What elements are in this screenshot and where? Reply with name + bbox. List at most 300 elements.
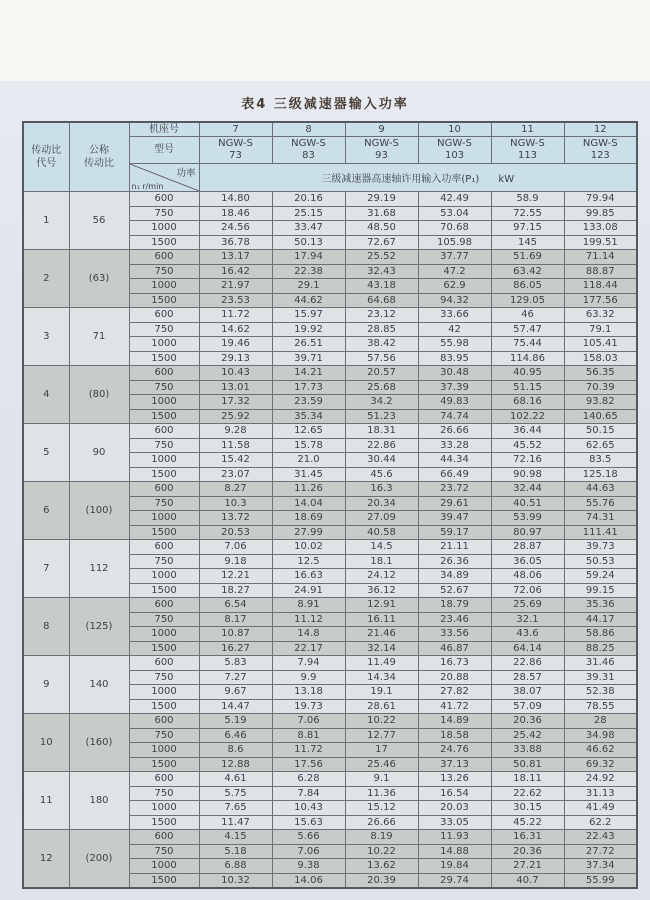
power-value-cell: 33.05 [418, 815, 491, 830]
power-value-cell: 177.56 [564, 293, 637, 308]
power-value-cell: 39.71 [272, 351, 345, 366]
nominal-ratio-cell: 71 [69, 308, 129, 366]
power-value-cell: 11.12 [272, 612, 345, 627]
power-value-cell: 20.53 [199, 525, 272, 540]
data-row [23, 308, 637, 323]
power-value-cell: 36.78 [199, 235, 272, 250]
power-value-cell: 8.27 [199, 482, 272, 497]
power-value-cell: 133.08 [564, 221, 637, 236]
power-value-cell: 105.98 [418, 235, 491, 250]
power-value-cell: 14.88 [418, 844, 491, 859]
power-value-cell: 10.43 [272, 801, 345, 816]
power-value-cell: 51.15 [491, 380, 564, 395]
power-value-cell: 50.13 [272, 235, 345, 250]
power-value-cell: 14.62 [199, 322, 272, 337]
power-value-cell: 33.88 [491, 743, 564, 758]
power-value-cell: 21.46 [345, 627, 418, 642]
model-cell [345, 137, 418, 164]
power-value-cell: 15.12 [345, 801, 418, 816]
power-value-cell: 29.74 [418, 873, 491, 888]
power-value-cell: 5.19 [199, 714, 272, 729]
power-value-cell: 50.81 [491, 757, 564, 772]
speed-cell: 600 [129, 540, 199, 555]
power-value-cell: 12.5 [272, 554, 345, 569]
power-value-cell: 99.15 [564, 583, 637, 598]
power-value-cell: 27.72 [564, 844, 637, 859]
power-value-cell: 39.73 [564, 540, 637, 555]
data-row [23, 424, 637, 439]
power-value-cell: 72.06 [491, 583, 564, 598]
subtitle-text: 三级减速器高速轴许用输入功率(P₁) [321, 174, 480, 185]
power-value-cell: 28 [564, 714, 637, 729]
model-number: 83 [302, 150, 315, 161]
power-value-cell: 36.44 [491, 424, 564, 439]
power-value-cell: 69.32 [564, 757, 637, 772]
power-value-cell: 22.17 [272, 641, 345, 656]
power-value-cell: 45.22 [491, 815, 564, 830]
speed-cell: 600 [129, 772, 199, 787]
power-value-cell: 55.98 [418, 337, 491, 352]
power-value-cell: 33.56 [418, 627, 491, 642]
nominal-ratio-cell: (80) [69, 366, 129, 424]
data-row [23, 714, 637, 729]
ratio-code-cell: 6 [23, 482, 69, 540]
power-value-cell: 30.48 [418, 366, 491, 381]
power-value-cell: 145 [491, 235, 564, 250]
power-value-cell: 78.55 [564, 699, 637, 714]
power-value-cell: 71.14 [564, 250, 637, 265]
data-row [23, 830, 637, 845]
nominal-ratio-cell: (200) [69, 830, 129, 889]
power-value-cell: 16.11 [345, 612, 418, 627]
power-value-cell: 70.68 [418, 221, 491, 236]
speed-cell: 1500 [129, 641, 199, 656]
power-value-cell: 80.97 [491, 525, 564, 540]
speed-cell: 750 [129, 728, 199, 743]
power-value-cell: 24.92 [564, 772, 637, 787]
power-value-cell: 16.54 [418, 786, 491, 801]
power-value-cell: 50.15 [564, 424, 637, 439]
power-value-cell: 9.28 [199, 424, 272, 439]
power-value-cell: 18.69 [272, 511, 345, 526]
model-number: 93 [375, 150, 388, 161]
power-value-cell: 11.49 [345, 656, 418, 671]
power-value-cell: 18.1 [345, 554, 418, 569]
page-title: 表4 三级减速器输入功率 [241, 97, 409, 112]
speed-cell: 1000 [129, 279, 199, 294]
power-value-cell: 41.72 [418, 699, 491, 714]
power-value-cell: 13.01 [199, 380, 272, 395]
power-value-cell: 32.43 [345, 264, 418, 279]
power-value-cell: 18.46 [199, 206, 272, 221]
power-value-cell: 99.85 [564, 206, 637, 221]
power-value-cell: 20.34 [345, 496, 418, 511]
power-value-cell: 35.34 [272, 409, 345, 424]
power-value-cell: 15.63 [272, 815, 345, 830]
power-value-cell: 90.98 [491, 467, 564, 482]
speed-cell: 1000 [129, 569, 199, 584]
frame-number: 12 [564, 122, 637, 137]
power-value-cell: 12.21 [199, 569, 272, 584]
power-value-cell: 12.65 [272, 424, 345, 439]
power-value-cell: 125.18 [564, 467, 637, 482]
model-name: NGW-S [510, 138, 545, 149]
speed-cell: 750 [129, 206, 199, 221]
power-value-cell: 18.79 [418, 598, 491, 613]
power-value-cell: 74.74 [418, 409, 491, 424]
model-cell [418, 137, 491, 164]
speed-cell: 600 [129, 482, 199, 497]
speed-cell: 1500 [129, 525, 199, 540]
power-value-cell: 13.62 [345, 859, 418, 874]
frame-number: 8 [272, 122, 345, 137]
power-value-cell: 31.45 [272, 467, 345, 482]
speed-cell: 600 [129, 308, 199, 323]
power-value-cell: 43.6 [491, 627, 564, 642]
speed-cell: 750 [129, 786, 199, 801]
power-value-cell: 32.14 [345, 641, 418, 656]
power-value-cell: 31.13 [564, 786, 637, 801]
speed-cell: 600 [129, 366, 199, 381]
power-value-cell: 12.91 [345, 598, 418, 613]
power-value-cell: 6.46 [199, 728, 272, 743]
power-value-cell: 23.53 [199, 293, 272, 308]
power-value-cell: 14.06 [272, 873, 345, 888]
power-value-cell: 37.39 [418, 380, 491, 395]
nominal-ratio-cell: 140 [69, 656, 129, 714]
ratio-code-cell: 11 [23, 772, 69, 830]
nominal-ratio-cell: (100) [69, 482, 129, 540]
speed-cell: 750 [129, 380, 199, 395]
power-value-cell: 14.47 [199, 699, 272, 714]
power-value-cell: 33.28 [418, 438, 491, 453]
power-value-cell: 41.49 [564, 801, 637, 816]
power-value-cell: 105.41 [564, 337, 637, 352]
power-value-cell: 44.17 [564, 612, 637, 627]
nominal-ratio-cell: 56 [69, 192, 129, 250]
power-value-cell: 102.22 [491, 409, 564, 424]
power-value-cell: 28.87 [491, 540, 564, 555]
power-value-cell: 16.63 [272, 569, 345, 584]
power-value-cell: 16.27 [199, 641, 272, 656]
power-value-cell: 55.99 [564, 873, 637, 888]
reducer-input-power-table [22, 121, 638, 889]
power-value-cell: 20.36 [491, 714, 564, 729]
power-value-cell: 62.2 [564, 815, 637, 830]
nominal-ratio-cell: 180 [69, 772, 129, 830]
power-value-cell: 11.47 [199, 815, 272, 830]
power-value-cell: 40.7 [491, 873, 564, 888]
power-value-cell: 11.58 [199, 438, 272, 453]
power-value-cell: 17.94 [272, 250, 345, 265]
speed-cell: 750 [129, 844, 199, 859]
frame-number-row [23, 122, 637, 137]
speed-cell: 1000 [129, 685, 199, 700]
power-value-cell: 75.44 [491, 337, 564, 352]
power-value-cell: 38.42 [345, 337, 418, 352]
data-row [23, 250, 637, 265]
power-value-cell: 16.73 [418, 656, 491, 671]
power-value-cell: 16.42 [199, 264, 272, 279]
power-value-cell: 68.16 [491, 395, 564, 410]
power-value-cell: 22.43 [564, 830, 637, 845]
model-cell [272, 137, 345, 164]
speed-cell: 600 [129, 250, 199, 265]
power-value-cell: 14.80 [199, 192, 272, 207]
power-value-cell: 19.1 [345, 685, 418, 700]
power-value-cell: 13.26 [418, 772, 491, 787]
power-value-cell: 48.50 [345, 221, 418, 236]
data-row [23, 192, 637, 207]
data-row [23, 366, 637, 381]
speed-cell: 1500 [129, 873, 199, 888]
power-value-cell: 9.67 [199, 685, 272, 700]
power-value-cell: 30.15 [491, 801, 564, 816]
power-value-cell: 25.68 [345, 380, 418, 395]
power-value-cell: 27.82 [418, 685, 491, 700]
ratio-code-cell: 8 [23, 598, 69, 656]
power-value-cell: 8.91 [272, 598, 345, 613]
model-number: 113 [517, 150, 538, 161]
power-value-cell: 53.04 [418, 206, 491, 221]
power-value-cell: 14.8 [272, 627, 345, 642]
power-value-cell: 7.94 [272, 656, 345, 671]
speed-cell: 750 [129, 554, 199, 569]
speed-cell: 1500 [129, 235, 199, 250]
power-value-cell: 44.62 [272, 293, 345, 308]
power-value-cell: 49.83 [418, 395, 491, 410]
speed-cell: 1500 [129, 583, 199, 598]
power-value-cell: 14.04 [272, 496, 345, 511]
power-value-cell: 17.56 [272, 757, 345, 772]
power-value-cell: 32.1 [491, 612, 564, 627]
power-value-cell: 86.05 [491, 279, 564, 294]
speed-cell: 1000 [129, 453, 199, 468]
power-value-cell: 15.78 [272, 438, 345, 453]
power-value-cell: 88.25 [564, 641, 637, 656]
power-value-cell: 42 [418, 322, 491, 337]
power-value-cell: 9.9 [272, 670, 345, 685]
power-value-cell: 10.22 [345, 844, 418, 859]
frame-number: 10 [418, 122, 491, 137]
power-value-cell: 37.34 [564, 859, 637, 874]
model-name: NGW-S [437, 138, 472, 149]
power-value-cell: 35.36 [564, 598, 637, 613]
power-value-cell: 24.76 [418, 743, 491, 758]
power-value-cell: 10.32 [199, 873, 272, 888]
model-cell [564, 137, 637, 164]
ratio-code-cell: 3 [23, 308, 69, 366]
nominal-ratio-cell: (125) [69, 598, 129, 656]
power-value-cell: 34.98 [564, 728, 637, 743]
speed-cell: 1000 [129, 221, 199, 236]
power-value-cell: 55.76 [564, 496, 637, 511]
power-value-cell: 18.31 [345, 424, 418, 439]
nominal-ratio-header [69, 122, 129, 192]
power-value-cell: 8.17 [199, 612, 272, 627]
model-cell [491, 137, 564, 164]
power-value-cell: 48.06 [491, 569, 564, 584]
power-value-cell: 88.87 [564, 264, 637, 279]
power-value-cell: 129.05 [491, 293, 564, 308]
power-value-cell: 46.62 [564, 743, 637, 758]
power-value-cell: 47.2 [418, 264, 491, 279]
power-value-cell: 7.65 [199, 801, 272, 816]
power-value-cell: 12.77 [345, 728, 418, 743]
power-value-cell: 17.32 [199, 395, 272, 410]
power-value-cell: 26.66 [418, 424, 491, 439]
power-value-cell: 72.67 [345, 235, 418, 250]
power-value-cell: 5.18 [199, 844, 272, 859]
power-value-cell: 22.86 [345, 438, 418, 453]
power-value-cell: 5.66 [272, 830, 345, 845]
speed-cell: 1500 [129, 409, 199, 424]
power-value-cell: 34.89 [418, 569, 491, 584]
data-row [23, 772, 637, 787]
power-value-cell: 158.03 [564, 351, 637, 366]
power-value-cell: 45.6 [345, 467, 418, 482]
power-value-cell: 24.12 [345, 569, 418, 584]
power-value-cell: 10.87 [199, 627, 272, 642]
model-number: 103 [444, 150, 465, 161]
speed-cell: 1500 [129, 293, 199, 308]
model-number: 73 [229, 150, 242, 161]
power-value-cell: 23.07 [199, 467, 272, 482]
speed-cell: 600 [129, 830, 199, 845]
power-value-cell: 28.85 [345, 322, 418, 337]
power-value-cell: 33.66 [418, 308, 491, 323]
power-value-cell: 31.68 [345, 206, 418, 221]
power-value-cell: 79.1 [564, 322, 637, 337]
power-value-cell: 43.18 [345, 279, 418, 294]
power-value-cell: 18.58 [418, 728, 491, 743]
data-row [23, 656, 637, 671]
power-value-cell: 12.88 [199, 757, 272, 772]
power-value-cell: 10.3 [199, 496, 272, 511]
power-value-cell: 16.3 [345, 482, 418, 497]
speed-cell: 1500 [129, 815, 199, 830]
power-value-cell: 59.24 [564, 569, 637, 584]
power-value-cell: 94.32 [418, 293, 491, 308]
power-value-cell: 32.44 [491, 482, 564, 497]
model-name: NGW-S [291, 138, 326, 149]
power-value-cell: 18.27 [199, 583, 272, 598]
power-value-cell: 19.84 [418, 859, 491, 874]
power-value-cell: 57.47 [491, 322, 564, 337]
power-value-cell: 37.13 [418, 757, 491, 772]
power-value-cell: 14.89 [418, 714, 491, 729]
unit-label: kW [498, 174, 515, 185]
power-value-cell: 23.46 [418, 612, 491, 627]
power-value-cell: 40.95 [491, 366, 564, 381]
speed-cell: 750 [129, 612, 199, 627]
power-value-cell: 21.97 [199, 279, 272, 294]
nominal-ratio-cell: 90 [69, 424, 129, 482]
power-value-cell: 44.34 [418, 453, 491, 468]
speed-cell: 1000 [129, 743, 199, 758]
speed-cell: 750 [129, 496, 199, 511]
power-value-cell: 63.42 [491, 264, 564, 279]
power-value-cell: 52.67 [418, 583, 491, 598]
data-row [23, 482, 637, 497]
power-value-cell: 38.07 [491, 685, 564, 700]
power-value-cell: 11.72 [199, 308, 272, 323]
ratio-code-header-line1: 传动比 [31, 145, 62, 156]
power-value-cell: 39.47 [418, 511, 491, 526]
power-value-cell: 34.2 [345, 395, 418, 410]
table-header [23, 122, 637, 192]
power-value-cell: 51.69 [491, 250, 564, 265]
power-value-cell: 28.61 [345, 699, 418, 714]
power-value-cell: 57.09 [491, 699, 564, 714]
power-value-cell: 111.41 [564, 525, 637, 540]
power-value-cell: 13.72 [199, 511, 272, 526]
power-value-cell: 8.81 [272, 728, 345, 743]
power-value-cell: 25.42 [491, 728, 564, 743]
ratio-code-cell: 1 [23, 192, 69, 250]
power-value-cell: 7.06 [272, 844, 345, 859]
power-value-cell: 19.92 [272, 322, 345, 337]
model-number: 123 [590, 150, 610, 161]
power-value-cell: 39.31 [564, 670, 637, 685]
power-value-cell: 44.63 [564, 482, 637, 497]
power-value-cell: 57.56 [345, 351, 418, 366]
power-value-cell: 5.83 [199, 656, 272, 671]
power-value-cell: 8.19 [345, 830, 418, 845]
power-value-cell: 22.62 [491, 786, 564, 801]
ratio-code-cell: 4 [23, 366, 69, 424]
power-value-cell: 199.51 [564, 235, 637, 250]
power-value-cell: 22.38 [272, 264, 345, 279]
power-value-cell: 114.86 [491, 351, 564, 366]
power-value-cell: 5.75 [199, 786, 272, 801]
power-value-cell: 28.57 [491, 670, 564, 685]
power-value-cell: 7.27 [199, 670, 272, 685]
power-value-cell: 83.95 [418, 351, 491, 366]
ratio-code-cell: 7 [23, 540, 69, 598]
speed-cell: 1000 [129, 511, 199, 526]
speed-cell: 1000 [129, 395, 199, 410]
power-value-cell: 118.44 [564, 279, 637, 294]
power-value-cell: 62.65 [564, 438, 637, 453]
power-value-cell: 17 [345, 743, 418, 758]
power-value-cell: 4.15 [199, 830, 272, 845]
power-value-cell: 26.51 [272, 337, 345, 352]
power-value-cell: 4.61 [199, 772, 272, 787]
power-value-cell: 62.9 [418, 279, 491, 294]
power-value-cell: 37.77 [418, 250, 491, 265]
model-name: NGW-S [218, 138, 253, 149]
power-value-cell: 9.38 [272, 859, 345, 874]
ratio-code-header [23, 122, 69, 192]
power-value-cell: 40.51 [491, 496, 564, 511]
speed-cell: 1500 [129, 757, 199, 772]
power-value-cell: 79.94 [564, 192, 637, 207]
power-value-cell: 20.88 [418, 670, 491, 685]
speed-cell: 750 [129, 264, 199, 279]
power-value-cell: 11.93 [418, 830, 491, 845]
power-value-cell: 56.35 [564, 366, 637, 381]
speed-cell: 750 [129, 438, 199, 453]
power-value-cell: 14.5 [345, 540, 418, 555]
power-value-cell: 26.66 [345, 815, 418, 830]
ratio-code-header-line2: 代号 [36, 158, 57, 169]
power-value-cell: 31.46 [564, 656, 637, 671]
power-value-cell: 14.21 [272, 366, 345, 381]
ratio-code-cell: 9 [23, 656, 69, 714]
nominal-ratio-cell: (63) [69, 250, 129, 308]
frame-number: 9 [345, 122, 418, 137]
